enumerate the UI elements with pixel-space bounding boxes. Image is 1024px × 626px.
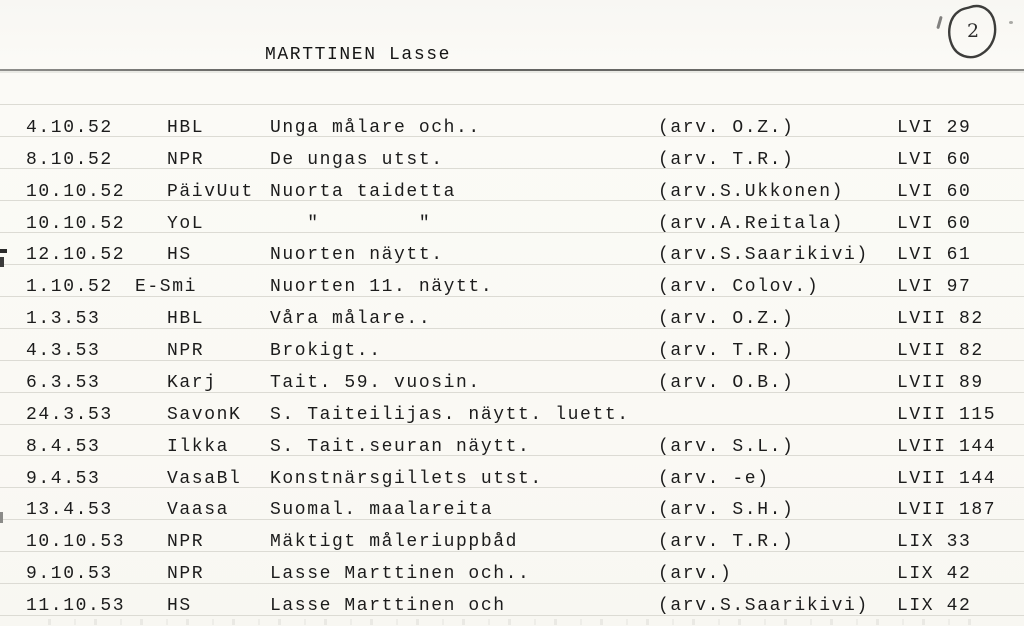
entry-ref: LVI 29 (897, 118, 972, 138)
entry-reviewer: (arv. Colov.) (658, 277, 820, 297)
table-row (0, 404, 1024, 426)
entry-ref: LVII 82 (897, 341, 984, 361)
entry-title: Nuorten 11. näytt. (270, 277, 494, 297)
entry-title: Suomal. maalareita (270, 500, 494, 520)
entry-date: 4.10.52 (26, 118, 113, 138)
table-row (0, 117, 1024, 139)
entry-date: 9.10.53 (26, 564, 113, 584)
entry-source: NPR (167, 532, 205, 552)
entry-date: 4.3.53 (26, 341, 101, 361)
table-row (0, 244, 1024, 266)
entry-ref: LIX 42 (897, 564, 972, 584)
entry-title: Tait. 59. vuosin. (270, 373, 481, 393)
entry-reviewer: (arv.) (658, 564, 733, 584)
entry-date: 24.3.53 (26, 405, 113, 425)
entry-reviewer: (arv.S.Saarikivi) (658, 596, 869, 616)
entry-reviewer: (arv. O.Z.) (658, 309, 795, 329)
entry-ref: LVI 61 (897, 245, 972, 265)
entry-source: NPR (167, 341, 205, 361)
table-row (0, 595, 1024, 617)
entry-title: Nuorta taidetta (270, 182, 457, 202)
table-row (0, 563, 1024, 585)
entry-ref: LVII 144 (897, 469, 997, 489)
entry-source: HS (167, 596, 192, 616)
entry-ref: LVI 97 (897, 277, 972, 297)
table-row (0, 531, 1024, 553)
entry-ref: LVII 89 (897, 373, 984, 393)
entry-title: Våra målare.. (270, 309, 432, 329)
entry-reviewer: (arv. T.R.) (658, 150, 795, 170)
table-row (0, 499, 1024, 521)
entry-title: Konstnärsgillets utst. (270, 469, 543, 489)
entry-date: 11.10.53 (26, 596, 126, 616)
entry-ref: LVII 115 (897, 405, 997, 425)
entry-title: Lasse Marttinen och.. (270, 564, 531, 584)
table-row (0, 308, 1024, 330)
entry-source: Vaasa (167, 500, 230, 520)
table-row (0, 276, 1024, 298)
entry-reviewer: (arv. S.L.) (658, 437, 795, 457)
scan-artifact (30, 619, 990, 625)
entry-date: 9.4.53 (26, 469, 101, 489)
entry-date: 10.10.53 (26, 532, 126, 552)
header-rule (0, 69, 1024, 71)
entry-ref: LVI 60 (897, 214, 972, 234)
entry-ref: LVII 82 (897, 309, 984, 329)
scan-artifact (0, 257, 4, 267)
entry-ref: LIX 42 (897, 596, 972, 616)
entry-reviewer: (arv. O.Z.) (658, 118, 795, 138)
entry-title: De ungas utst. (270, 150, 444, 170)
entry-title: Brokigt.. (270, 341, 382, 361)
entry-date: 1.10.52 (26, 277, 113, 297)
page-number-circle (942, 3, 1004, 63)
entry-date: 13.4.53 (26, 500, 113, 520)
entry-source: NPR (167, 564, 205, 584)
entry-source: PäivUut (167, 182, 254, 202)
page-number: 2 (966, 20, 980, 42)
entry-source: HS (167, 245, 192, 265)
table-row (0, 213, 1024, 235)
entry-source: VasaBl (167, 469, 242, 489)
entry-reviewer: (arv. T.R.) (658, 532, 795, 552)
entry-title: Lasse Marttinen och (270, 596, 506, 616)
table-row (0, 149, 1024, 171)
entry-ref: LVII 144 (897, 437, 997, 457)
entry-date: 10.10.52 (26, 214, 126, 234)
entry-title: Unga målare och.. (270, 118, 481, 138)
table-row (0, 340, 1024, 362)
entry-title: " " (270, 214, 432, 234)
entry-source: Karj (167, 373, 217, 393)
entry-reviewer: (arv. T.R.) (658, 341, 795, 361)
entry-title: S. Tait.seuran näytt. (270, 437, 531, 457)
entry-date: 8.10.52 (26, 150, 113, 170)
entry-ref: LVI 60 (897, 150, 972, 170)
table-row (0, 436, 1024, 458)
entry-title: Mäktigt måleriuppbåd (270, 532, 519, 552)
entry-date: 6.3.53 (26, 373, 101, 393)
entry-source: HBL (167, 309, 205, 329)
entry-title: S. Taiteilijas. näytt. luett. (270, 405, 630, 425)
entry-ref: LIX 33 (897, 532, 972, 552)
entry-reviewer: (arv.S.Ukkonen) (658, 182, 845, 202)
entry-date: 12.10.52 (26, 245, 126, 265)
entry-ref: LVI 60 (897, 182, 972, 202)
entry-date: 1.3.53 (26, 309, 101, 329)
table-row (0, 372, 1024, 394)
entry-reviewer: (arv. O.B.) (658, 373, 795, 393)
page-heading: MARTTINEN Lasse (265, 45, 452, 65)
entry-reviewer: (arv. S.H.) (658, 500, 795, 520)
entry-reviewer: (arv.A.Reitala) (658, 214, 845, 234)
table-row (0, 181, 1024, 203)
scan-artifact (1009, 21, 1013, 24)
entry-ref: LVII 187 (897, 500, 997, 520)
entry-reviewer: (arv. -e) (658, 469, 770, 489)
entry-title: Nuorten näytt. (270, 245, 444, 265)
scan-artifact (0, 249, 7, 253)
table-row (0, 468, 1024, 490)
entry-source: NPR (167, 150, 205, 170)
entry-reviewer: (arv.S.Saarikivi) (658, 245, 869, 265)
entry-date: 10.10.52 (26, 182, 126, 202)
entry-source: E-Smi (135, 277, 198, 297)
entry-date: 8.4.53 (26, 437, 101, 457)
ruled-line (0, 104, 1024, 105)
entry-source: YoL (167, 214, 205, 234)
entry-source: HBL (167, 118, 205, 138)
entry-source: SavonK (167, 405, 242, 425)
entry-source: Ilkka (167, 437, 230, 457)
scan-artifact (0, 512, 3, 523)
